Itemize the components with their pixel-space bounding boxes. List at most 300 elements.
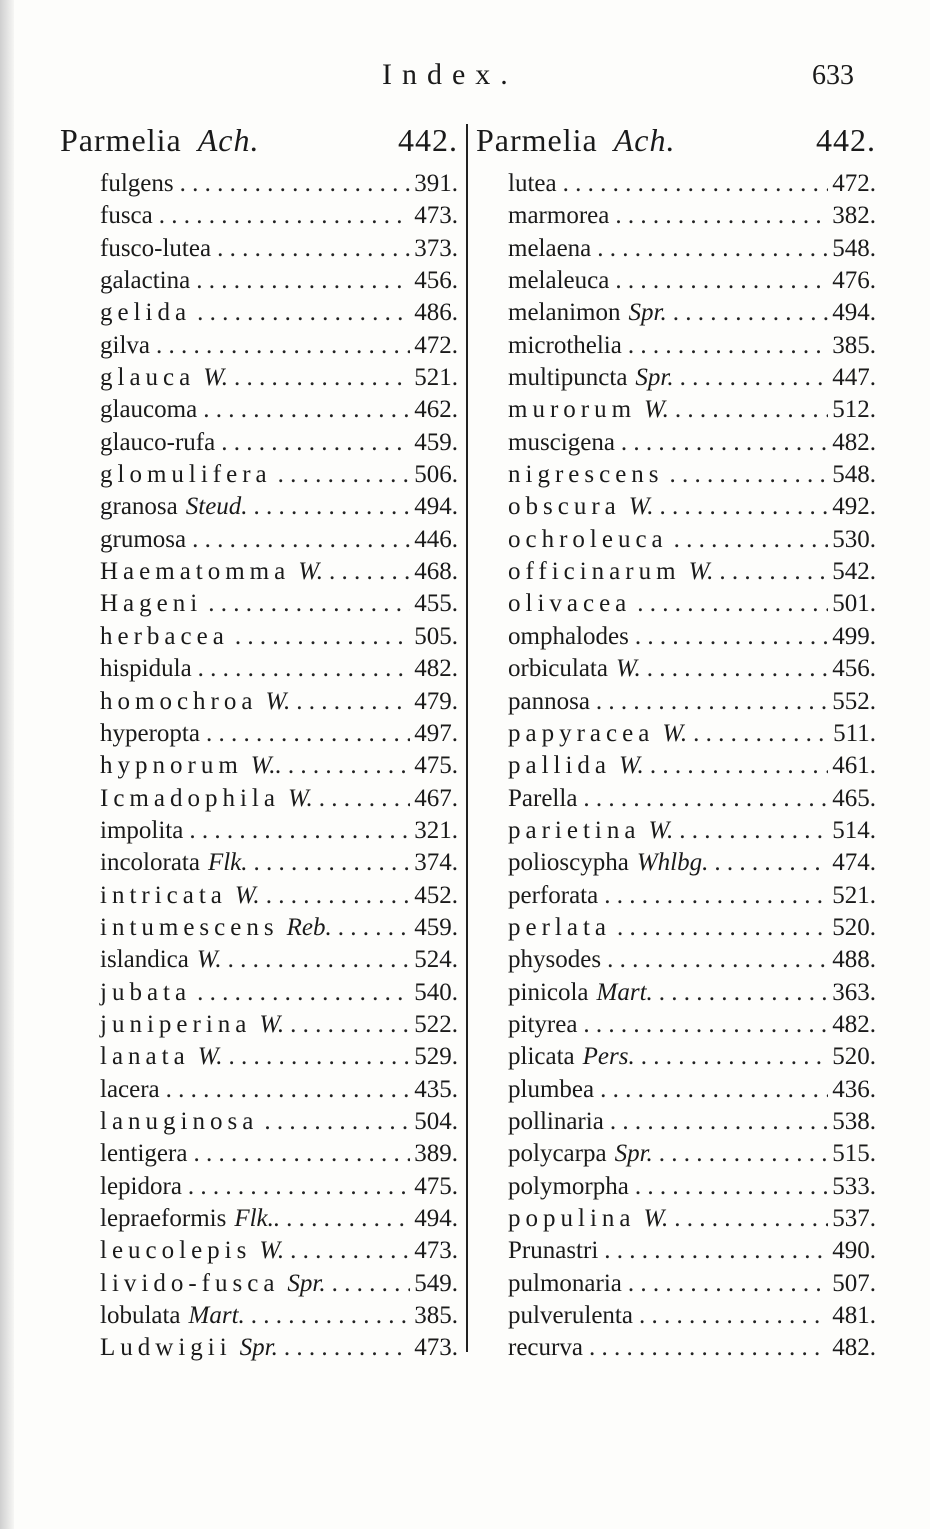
- dot-leader: [674, 362, 829, 394]
- index-entry: [476, 718, 876, 750]
- entry-name: melanimon: [508, 299, 621, 327]
- dot-leader: [153, 200, 411, 232]
- index-entry: [476, 944, 876, 976]
- entry-page: 540.: [414, 978, 458, 1006]
- entry-name: plumbea: [508, 1075, 595, 1103]
- entry-name: pulverulenta: [508, 1302, 633, 1330]
- index-entry: [60, 1074, 458, 1106]
- index-entry: [476, 1138, 876, 1170]
- entry-page: 473.: [414, 202, 458, 230]
- index-entry: [60, 297, 458, 329]
- genus-heading-right: [476, 122, 876, 168]
- dot-leader: [222, 944, 411, 976]
- index-entry: [476, 977, 876, 1009]
- dot-leader: [284, 1009, 410, 1041]
- index-entry: [60, 491, 458, 523]
- index-entry: [476, 491, 876, 523]
- entry-name: Ludwigii: [100, 1334, 232, 1362]
- entry-author: W.: [259, 1237, 285, 1265]
- entry-author: W.: [259, 1010, 285, 1038]
- entry-page: 494.: [414, 1205, 458, 1232]
- dot-leader: [191, 297, 410, 329]
- dot-leader: [653, 1138, 828, 1170]
- entry-name: perlata: [508, 913, 612, 941]
- entry-author: Reb.: [286, 913, 332, 941]
- dot-leader: [644, 750, 828, 782]
- entry-page: 482.: [832, 1334, 876, 1362]
- index-entry: [60, 686, 458, 718]
- entry-author: W.: [643, 1205, 669, 1232]
- entry-page: 514.: [832, 816, 876, 844]
- entry-name: pinicola: [508, 978, 589, 1006]
- index-entry: [476, 588, 876, 620]
- left-column: [60, 122, 458, 1365]
- entry-page: 520.: [832, 913, 876, 941]
- entry-page: 533.: [832, 1172, 876, 1200]
- entry-name: livido-fusca: [100, 1269, 280, 1297]
- index-entry: [476, 1041, 876, 1073]
- entry-page: 486.: [414, 299, 458, 327]
- entry-page: 494.: [414, 493, 458, 521]
- dot-leader: [187, 1138, 410, 1170]
- dot-leader: [713, 556, 828, 588]
- entry-page: 522.: [414, 1010, 458, 1038]
- index-entry: [476, 1106, 876, 1138]
- index-entry: [476, 297, 876, 329]
- entry-name: lanata: [100, 1043, 190, 1071]
- entry-name: Hageni: [100, 590, 203, 618]
- dot-leader: [186, 524, 410, 556]
- index-entry: [60, 880, 458, 912]
- entry-name: fulgens: [100, 170, 174, 197]
- dot-leader: [222, 1041, 410, 1073]
- entry-name: leucolepis: [100, 1237, 252, 1265]
- entry-name: fusca: [100, 202, 153, 230]
- entry-author: W.: [615, 655, 641, 683]
- entry-name: polymorpha: [508, 1172, 629, 1200]
- index-entry: [60, 912, 458, 944]
- entry-page: 462.: [414, 396, 458, 424]
- entry-author: W.: [688, 558, 714, 586]
- dot-leader: [160, 1074, 411, 1106]
- entry-author: W.: [298, 558, 324, 586]
- entry-page: 549.: [414, 1269, 458, 1297]
- index-entry: [476, 847, 876, 879]
- entry-name: Prunastri: [508, 1237, 599, 1265]
- entry-page: 467.: [414, 784, 458, 812]
- entry-page: 363.: [832, 978, 876, 1006]
- index-entry: [476, 815, 876, 847]
- dot-leader: [248, 491, 411, 523]
- dot-leader: [653, 977, 828, 1009]
- index-entry: [476, 686, 876, 718]
- index-entry: [60, 653, 458, 685]
- entry-page: 497.: [414, 719, 458, 747]
- entry-page: 475.: [414, 752, 458, 780]
- genus-name: Parmelia: [60, 122, 182, 158]
- right-column: [476, 122, 876, 1365]
- entry-name: microthelia: [508, 331, 622, 359]
- dot-leader: [215, 427, 410, 459]
- entry-name: recurva: [508, 1334, 583, 1362]
- index-entry: [476, 1300, 876, 1332]
- entry-author: W.: [196, 946, 222, 974]
- entry-author: W.: [265, 687, 291, 715]
- index-entry: [60, 1106, 458, 1138]
- entry-page: 542.: [832, 558, 876, 586]
- entry-name: grumosa: [100, 525, 187, 553]
- entry-name: jubata: [100, 978, 192, 1006]
- dot-leader: [673, 815, 828, 847]
- entry-author: W.: [619, 752, 644, 780]
- entry-name: intricata: [100, 881, 227, 909]
- index-entry: [60, 1300, 458, 1332]
- entry-author: Flk..: [234, 1205, 281, 1232]
- entry-name: polycarpa: [508, 1140, 607, 1168]
- dot-leader: [248, 847, 411, 879]
- entry-name: melaleuca: [508, 267, 610, 295]
- dot-leader: [258, 1106, 410, 1138]
- entry-author: Mart.: [188, 1302, 245, 1330]
- dot-leader: [664, 459, 829, 491]
- index-entry: [60, 233, 458, 265]
- entry-name: Haematomma: [100, 558, 291, 586]
- entry-page: 530.: [832, 525, 876, 553]
- entry-name: lepidora: [100, 1172, 182, 1200]
- entry-name: glaucoma: [100, 396, 198, 424]
- dot-leader: [594, 1074, 828, 1106]
- index-entry: [60, 427, 458, 459]
- entry-name: lepraeformis: [100, 1205, 227, 1232]
- entry-name: hispidula: [100, 655, 192, 683]
- dot-leader: [641, 653, 829, 685]
- index-entry: [60, 168, 458, 200]
- entry-name: homochroa: [100, 687, 258, 715]
- entry-author: W.: [287, 784, 313, 812]
- entry-author: W.: [203, 364, 229, 392]
- entry-author: Spr.: [628, 299, 667, 327]
- entry-page: 511.: [833, 719, 876, 747]
- entry-name: lutea: [508, 170, 557, 197]
- dot-leader: [190, 265, 410, 297]
- entry-name: lacera: [100, 1075, 160, 1103]
- entry-page: 479.: [414, 687, 458, 715]
- entry-author: W.: [197, 1043, 223, 1071]
- index-entry: [476, 1074, 876, 1106]
- dot-leader: [667, 297, 829, 329]
- dot-leader: [598, 880, 828, 912]
- dot-leader: [577, 1009, 828, 1041]
- dot-leader: [272, 459, 411, 491]
- entry-page: 456.: [832, 655, 876, 683]
- entry-page: 459.: [414, 428, 458, 456]
- dot-leader: [229, 621, 410, 653]
- entry-page: 461.: [832, 752, 876, 780]
- entry-page: 435.: [414, 1075, 458, 1103]
- dot-leader: [668, 524, 829, 556]
- index-entry: [60, 750, 458, 782]
- entry-page: 389.: [414, 1140, 458, 1168]
- index-entry: [476, 233, 876, 265]
- entry-page: 385.: [832, 331, 876, 359]
- dot-leader: [278, 1332, 410, 1364]
- entry-name: incolorata: [100, 849, 200, 877]
- entry-page: 459.: [414, 913, 458, 941]
- entry-page: 482.: [414, 655, 458, 683]
- entry-page: 524.: [414, 946, 458, 974]
- entry-page: 505.: [414, 622, 458, 650]
- entry-page: 482.: [832, 1010, 876, 1038]
- index-entry: [476, 1235, 876, 1267]
- index-entry: [476, 783, 876, 815]
- entry-name: melaena: [508, 234, 592, 262]
- entry-author: Mart.: [596, 978, 653, 1006]
- index-entry: [60, 847, 458, 879]
- entry-page: 548.: [832, 234, 876, 262]
- dot-leader: [615, 427, 828, 459]
- index-entry: [60, 718, 458, 750]
- entry-name: pannosa: [508, 687, 590, 715]
- entry-name: Icmadophila: [100, 784, 280, 812]
- entry-page: 482.: [832, 428, 876, 456]
- dot-leader: [183, 815, 410, 847]
- page-gutter-shadow: [0, 0, 14, 1529]
- dot-leader: [591, 233, 828, 265]
- dot-leader: [629, 1171, 828, 1203]
- index-entry: [476, 394, 876, 426]
- entry-page: 373.: [414, 234, 458, 262]
- entry-page: 520.: [832, 1043, 876, 1071]
- dot-leader: [601, 944, 828, 976]
- entry-name: obscura: [508, 493, 621, 521]
- dot-leader: [290, 686, 410, 718]
- index-entry: [476, 1009, 876, 1041]
- entry-name: physodes: [508, 946, 602, 974]
- index-entry: [60, 1138, 458, 1170]
- index-entry: [60, 1009, 458, 1041]
- dot-leader: [197, 394, 410, 426]
- entry-author: W.: [644, 396, 669, 424]
- entry-page: 391.: [414, 170, 458, 197]
- dot-leader: [313, 783, 411, 815]
- entry-name: herbacea: [100, 622, 229, 650]
- entry-page: 499.: [832, 622, 876, 650]
- entry-name: multipuncta: [508, 364, 628, 392]
- dot-leader: [174, 168, 411, 200]
- entry-name: marmorea: [508, 202, 610, 230]
- entry-name: glomulifera: [100, 461, 272, 489]
- entry-page: 374.: [414, 849, 458, 877]
- dot-leader: [260, 880, 411, 912]
- entry-page: 501.: [832, 590, 876, 618]
- index-entry: [60, 588, 458, 620]
- entry-name: pollinaria: [508, 1107, 604, 1135]
- entry-author: W.: [628, 493, 654, 521]
- entry-name: islandica: [100, 946, 189, 974]
- entry-name: omphalodes: [508, 622, 629, 650]
- entry-page: 456.: [414, 267, 458, 295]
- entry-name: lentigera: [100, 1140, 188, 1168]
- index-entry: [476, 200, 876, 232]
- entry-name: Parella: [508, 784, 578, 812]
- dot-leader: [590, 686, 828, 718]
- entry-page: 473.: [414, 1237, 458, 1265]
- index-entry: [60, 524, 458, 556]
- entry-page: 538.: [832, 1107, 876, 1135]
- entry-author: W.: [662, 719, 688, 747]
- entry-name: gelida: [100, 299, 192, 327]
- entry-page: 382.: [832, 202, 876, 230]
- entry-page: 385.: [414, 1302, 458, 1330]
- dot-leader: [708, 847, 828, 879]
- index-entry: [60, 556, 458, 588]
- entry-name: papyracea: [508, 719, 655, 747]
- entry-name: orbiculata: [508, 655, 608, 683]
- entry-page: 552.: [832, 687, 876, 715]
- dot-leader: [192, 653, 411, 685]
- entry-name: pallida: [508, 752, 612, 780]
- entry-name: olivacea: [508, 590, 632, 618]
- index-entry: [476, 265, 876, 297]
- dot-leader: [609, 200, 828, 232]
- index-entry: [60, 1268, 458, 1300]
- entry-page: 468.: [414, 558, 458, 586]
- entry-page: 537.: [832, 1205, 876, 1232]
- index-entry: [60, 394, 458, 426]
- dot-leader: [577, 783, 828, 815]
- entry-page: 465.: [832, 784, 876, 812]
- entry-page: 507.: [832, 1269, 876, 1297]
- dot-leader: [598, 1235, 828, 1267]
- entry-page: 521.: [414, 364, 458, 392]
- index-entry: [60, 621, 458, 653]
- index-entry: [476, 912, 876, 944]
- entry-author: Spr.: [287, 1269, 326, 1297]
- dot-leader: [211, 233, 410, 265]
- entry-page: 475.: [414, 1172, 458, 1200]
- entry-name: murorum: [508, 396, 637, 424]
- entry-name: lobulata: [100, 1302, 181, 1330]
- entry-page: 447.: [832, 364, 876, 392]
- index-entry: [60, 1171, 458, 1203]
- index-entry: [60, 330, 458, 362]
- dot-leader: [609, 265, 828, 297]
- entry-page: 474.: [832, 849, 876, 877]
- entry-page: 515.: [832, 1140, 876, 1168]
- column-divider: [466, 124, 468, 1352]
- entry-page: 436.: [832, 1075, 876, 1103]
- entry-name: pulmonaria: [508, 1269, 622, 1297]
- entry-name: muscigena: [508, 428, 615, 456]
- index-entry: [60, 944, 458, 976]
- entry-author: Whlbg.: [636, 849, 709, 877]
- genus-author: Ach.: [197, 122, 260, 158]
- entry-author: Pers.: [582, 1043, 635, 1071]
- index-entry: [476, 880, 876, 912]
- dot-leader: [611, 912, 828, 944]
- index-entry: [476, 330, 876, 362]
- entry-page: 473.: [414, 1334, 458, 1362]
- entry-page: 529.: [414, 1043, 458, 1071]
- entry-page: 488.: [832, 946, 876, 974]
- dot-leader: [280, 1203, 410, 1235]
- dot-leader: [200, 718, 410, 750]
- entry-page: 321.: [414, 816, 458, 844]
- entry-name: gilva: [100, 331, 150, 359]
- genus-heading-left: [60, 122, 458, 168]
- dot-leader: [245, 1300, 410, 1332]
- index-entry: [476, 1332, 876, 1364]
- dot-leader: [284, 1235, 410, 1267]
- index-entry: [476, 1203, 876, 1235]
- right-entry-list: [476, 168, 876, 1365]
- genus-page: 442.: [398, 122, 458, 158]
- entry-author: Steud.: [185, 493, 248, 521]
- entry-name: juniperina: [100, 1010, 252, 1038]
- entry-page: 504.: [414, 1107, 458, 1135]
- entry-name: hyperopta: [100, 719, 200, 747]
- dot-leader: [629, 621, 828, 653]
- entry-name: hypnorum: [100, 752, 243, 780]
- entry-page: 481.: [832, 1302, 876, 1330]
- index-entry: [476, 1171, 876, 1203]
- dot-leader: [557, 168, 829, 200]
- entry-author: Flk.: [207, 849, 248, 877]
- entry-author: W..: [250, 752, 282, 780]
- entry-page: 506.: [414, 461, 458, 489]
- entry-page: 476.: [832, 267, 876, 295]
- dot-leader: [604, 1106, 828, 1138]
- entry-name: galactina: [100, 267, 191, 295]
- dot-leader: [631, 588, 828, 620]
- index-entry: [60, 1203, 458, 1235]
- dot-leader: [635, 1041, 829, 1073]
- page-number: 633: [812, 60, 854, 91]
- genus-author: Ach.: [613, 122, 676, 158]
- entry-name: parietina: [508, 816, 641, 844]
- dot-leader: [182, 1171, 410, 1203]
- entry-author: Spr.: [614, 1140, 653, 1168]
- entry-page: 446.: [414, 525, 458, 553]
- dot-leader: [323, 556, 410, 588]
- index-entry: [476, 621, 876, 653]
- genus-page: 442.: [816, 122, 876, 158]
- entry-page: 512.: [832, 396, 876, 424]
- entry-name: glauca: [100, 364, 196, 392]
- index-entry: [476, 653, 876, 685]
- dot-leader: [687, 718, 829, 750]
- index-entry: [476, 556, 876, 588]
- index-entry: [476, 362, 876, 394]
- index-entry: [476, 524, 876, 556]
- entry-page: 472.: [414, 331, 458, 359]
- index-entry: [476, 750, 876, 782]
- dot-leader: [622, 330, 828, 362]
- dot-leader: [654, 491, 829, 523]
- genus-name: Parmelia: [476, 122, 598, 158]
- dot-leader: [633, 1300, 828, 1332]
- entry-name: impolita: [100, 816, 184, 844]
- index-entry: [60, 265, 458, 297]
- dot-leader: [669, 394, 828, 426]
- entry-page: 472.: [832, 170, 876, 197]
- index-entry: [60, 815, 458, 847]
- entry-author: W.: [234, 881, 260, 909]
- dot-leader: [150, 330, 410, 362]
- entry-name: fusco-lutea: [100, 234, 212, 262]
- index-entry: [476, 459, 876, 491]
- entry-page: 492.: [832, 493, 876, 521]
